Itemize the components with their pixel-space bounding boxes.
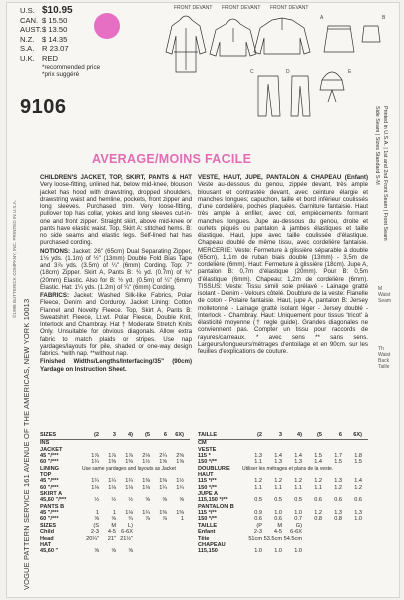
table-row-label: 115 */** (198, 510, 217, 517)
fabrics-heading: FABRICS: (40, 292, 69, 299)
table-size-cell: (2 (94, 432, 99, 438)
english-description (40, 174, 192, 374)
prix-suggere-note: *prix suggéré (42, 70, 80, 78)
table-row-label: INS (40, 440, 50, 447)
table-cell: 6-6X (121, 529, 133, 536)
table-cell: 1¼ (108, 478, 116, 485)
table-size-cell: (5 (145, 432, 150, 438)
table-cell: 2⅛ (142, 453, 150, 460)
french-title: VESTE, HAUT, JUPE, PANTALON & CHAPEAU (Enfant) (198, 174, 368, 181)
table-size-cell: 6 (338, 432, 342, 438)
pants-small-drawing (291, 76, 310, 116)
notions-heading: NOTIONS: (40, 247, 71, 255)
table-row-label: HAUT (198, 472, 214, 479)
table-cell: 1.1 (254, 459, 262, 466)
table-row-label: 60 "/*** (40, 516, 59, 523)
table-cell: 1⅝ (176, 459, 184, 466)
recommended-price-note: *recommended price (42, 63, 101, 71)
table-cell: 1⅛ (125, 484, 133, 491)
table-cell: 1.2 (314, 478, 322, 485)
table-cell: 1⅛ (91, 484, 99, 491)
table-cell: ⅝ (179, 497, 184, 504)
table-cell: 0.8 (314, 516, 322, 523)
front-label-2: FRONT DEVANT (222, 5, 261, 11)
table-cell: ⅝ (128, 548, 133, 555)
table-row-label: 45 "/*** (40, 510, 59, 517)
french-description (198, 174, 368, 356)
table-cell: 2-3 (90, 529, 99, 536)
table-cell: 1.4 (314, 459, 322, 466)
pink-circle-badge (94, 13, 120, 39)
table-row-label: PANTALON B (198, 503, 234, 510)
front-label-3: FRONT DEVANT (270, 5, 309, 11)
table-row-label: SIZES (40, 522, 57, 529)
table-size-cell: 4) (128, 432, 133, 438)
table-cell: 4-5 (273, 529, 282, 536)
table-cell: (S (93, 522, 99, 529)
table-cell: 1.0 (254, 548, 262, 555)
table-cell: (P (256, 522, 262, 529)
right-strip-text-2: Side Seam | Sizes Standard S-M (374, 106, 380, 185)
table-cell: 0.5 (274, 497, 282, 504)
english-title: CHILDREN'S JACKET, TOP, SKIRT, PANTS & HAT (40, 174, 192, 181)
table-row-label: 115,150 (198, 548, 218, 555)
table-cell: 1.5 (314, 453, 322, 460)
table-cell: ⅝ (111, 516, 116, 523)
right-tick-labels: M Waist Seam (378, 286, 392, 304)
hat-drawing (322, 72, 342, 80)
table-cell: 1⅜ (125, 459, 133, 466)
garment-sketches-svg (152, 6, 398, 126)
table-cell: ½ (111, 497, 116, 504)
table-cell: 4-5 (107, 529, 116, 536)
table-cell: 1.4 (294, 453, 302, 460)
table-cell: 1⅛ (125, 510, 133, 517)
table-cell: 1.0 (354, 516, 362, 523)
table-row-label: 150 */** (198, 484, 217, 491)
table-cell: G) (295, 522, 302, 529)
table-cell: 2⅜ (176, 453, 184, 460)
table-cell: 1.0 (274, 510, 282, 517)
table-cell: 1.5 (334, 459, 342, 466)
right-strip-text-1: Printed in U.S.A. | 1st and 2nd Front Seam | Front Seam (382, 106, 388, 241)
table-size-cell: 6 (163, 432, 167, 438)
table-row-label: 45 "/*** (40, 478, 59, 485)
table-size-cell: (5 (317, 432, 322, 438)
table-row-label: HAT (40, 541, 52, 548)
table-row-label: JUPE A (198, 491, 218, 498)
table-cell: 0.6 (254, 516, 262, 523)
table-size-header: SIZES (40, 432, 57, 438)
table-cell: ⅝ (162, 497, 167, 504)
table-cell: 1.5 (354, 459, 362, 466)
yardage-table-english (40, 432, 190, 555)
table-size-cell: 4) (297, 432, 302, 438)
table-cell: ¾ (128, 516, 133, 523)
table-cell: 0.9 (254, 510, 262, 517)
table-cell: 1⅞ (108, 453, 116, 460)
table-cell: ⅝ (94, 548, 99, 555)
table-cell: 1.3 (254, 453, 262, 460)
table-row-note: Utiliser les métrages et plans de la veste. (242, 465, 334, 472)
table-cell: 1 (95, 510, 99, 517)
price-nz: N.Z. $ 14.35 (20, 34, 68, 44)
table-cell: 1.1 (274, 484, 282, 491)
table-cell: 1.2 (294, 478, 302, 485)
table-cell: 1¼ (125, 478, 133, 485)
view-label-d: D (286, 69, 290, 75)
table-cell: ⅝ (94, 516, 99, 523)
price-usd: U.S. $10.95 (20, 5, 73, 16)
table-cell: 1.1 (314, 484, 322, 491)
table-cell: 20¼" (86, 535, 99, 542)
table-size-cell: 6X) (353, 432, 362, 438)
table-cell: L) (128, 522, 133, 529)
table-cell: ½ (128, 497, 133, 504)
price-sa: S.A. R 23.07 (20, 44, 69, 54)
skirt-small-drawing (362, 26, 380, 42)
price-uk: U.K. RED (20, 53, 59, 63)
notions-text: Jacket: 26" (65cm) Dual Separating Zipper, 1⅛ yds. (1.1m) of ½" (13mm) Double Fold Bias Tape and 3⅞ yds. (3.5m) of ¼" (6mm) Cording. Top: 7" (18cm) Zipper. Skirt A, Pants B: ¾ yd. (0.7m) of ¾" (20mm) Elastic. Also for B: ½ yd. (0.5m) of ¼" (6mm) Elastic. Hat: 1¼ yds. (1.2m) of ¼" (6mm) Cording. (40, 247, 192, 291)
table-row-label: CHAPEAU (198, 541, 226, 548)
view-label-c: C (250, 69, 254, 75)
table-row-label: JACKET (40, 446, 63, 453)
table-cell: 2¼ (159, 453, 167, 460)
table-size-cell: 3 (278, 432, 282, 438)
table-cell: 1.0 (274, 548, 282, 555)
table-row (198, 548, 368, 554)
table-cell: ⅝ (145, 497, 150, 504)
table-cell: 1.4 (274, 453, 282, 460)
table-row-label: 60 "/*** (40, 459, 59, 466)
table-cell: 1.1 (294, 484, 302, 491)
table-cell: 0.6 (274, 516, 282, 523)
table-row-label: Head (40, 535, 54, 542)
table-row-label: CM (198, 440, 207, 447)
table-cell: 1¼ (91, 478, 99, 485)
table-cell: 6-6X (290, 529, 302, 536)
table-header-row (198, 432, 368, 438)
table-cell: 1⅛ (108, 484, 116, 491)
table-cell: 1¼ (176, 484, 184, 491)
table-cell: 0.5 (294, 497, 302, 504)
pattern-number: 9106 (20, 96, 67, 118)
table-cell: 1.2 (354, 484, 362, 491)
view-label-b: B (382, 15, 386, 21)
table-row-label: Child (40, 529, 54, 536)
table-cell: 0.7 (294, 516, 302, 523)
table-size-cell: 6X) (175, 432, 184, 438)
table-row-label: TOP (40, 472, 52, 479)
table-row-label: LINING (40, 465, 59, 472)
table-row-label: TAILLE (198, 522, 218, 529)
table-row-label: DOUBLURE (198, 465, 230, 472)
table-cell: 1½ (142, 459, 150, 466)
table-cell: ⅞ (145, 516, 150, 523)
table-row-label: SKIRT A (40, 491, 63, 498)
copyright-text: ©1998 BUTTERICK COMPANY, INC. PRINTED IN U.S.A. (12, 199, 17, 318)
table-cell: 1.2 (274, 478, 282, 485)
fabrics-text: Jacket: Washed Silk-like Fabrics, Polar Fleece, Denim and Corduroy. Jacket Lining: Cotton Flannel and Novelty Fleece. Top, Skirt A, Pants B: Sweatshirt Fleece, Lt.wt. Polar Fleece, Double Knit, Interlock and Chambray. Hat † Moderate Stretch Knits Only. Unsuitable for obvious diagonals. Allow extra fabric to match plaids or stripes. Use nap yardages/layouts for pile, shaded or one-way design fabrics. *with nap. **without nap. (40, 292, 192, 357)
table-cell: 1⅜ (108, 459, 116, 466)
table-cell: 21" (107, 535, 116, 542)
table-cell: 1.4 (354, 478, 362, 485)
table-cell: 1.3 (354, 510, 362, 517)
table-cell: 1.3 (334, 510, 342, 517)
difficulty-heading: AVERAGE/MOINS FACILE (92, 152, 252, 166)
table-row-label: 115 * (198, 453, 211, 460)
table-row-label: 150 */** (198, 516, 217, 523)
table-cell: 1⅛ (142, 484, 150, 491)
french-body: Veste au-dessous du genou, zippée devant, très ample blousant et contrastée devant, avec ceinture élargie et manches longues; capuchon, taille et bord inférieur coulissés d'une cordelière, poches plaquées. Garniture fantaisie. Haut très ample à enfiler, avec col, empiècements formant manches longues. Jupe au-dessous du genou, droite et ourlets piqués ou pantalon à jambes élastiques et taille élastique. Haut, jupe avec taille coulissée d'élastique. Chapeau doublé de même tissu, avec cordelière fantaisie. MERCERIE: Veste: Fermeture à glissière séparable à double (65cm), 1,1m de ruban biais double (13mm) - 3,5m de cordelière (6mm). Haut: Fermeture à glissière (18cm). Jupe A, pantalon B: 0,7m d'élastique (20mm). Pour B: 0,5m d'élastique (6mm). Chapeau: 1,2m de cordelière (6mm). TISSUS: Veste: Tissu simili soie prélavé - Lainage gratté isolant - Denim - Velours côtelé. Doublure de la veste: Flanelle de coton - Polaire fantaisie. Haut, jupe A, pantalon B: Jersey molletonné - Lainage gratté isolant léger - Jersey doublé - Interlock - Chambray. Haut: Uniquement pour tissus 'tricot' à élasticité moyenne († regle guide). Grandes diagonales ne conviennent pas. Compter un tissu pour raccords de rayures/carreaux. * avec sens ** sans sens. Largeurs/longueurs/métrages d'entoilage et en 90cm. sur les feuilles d'explications de couture. (198, 181, 368, 355)
table-cell: 1½ (176, 478, 184, 485)
table-cell: 0.5 (254, 497, 262, 504)
table-cell: 1⅞ (125, 453, 133, 460)
table-size-cell: 3 (112, 432, 116, 438)
table-cell: 1⅜ (159, 510, 167, 517)
table-row-label: 150 */** (198, 459, 217, 466)
table-cell: 1⅜ (176, 510, 184, 517)
table-cell: ⅞ (162, 516, 167, 523)
table-cell: 1⅜ (142, 478, 150, 485)
table-row-note: Use same yardages and layouts as Jacket (82, 465, 176, 472)
right-strip (372, 100, 396, 340)
table-cell: 54.5cm (283, 535, 302, 542)
table-row-label: VESTE (198, 446, 217, 453)
table-row (40, 548, 190, 554)
table-size-cell: (2 (257, 432, 262, 438)
table-cell: 1 (180, 516, 184, 523)
table-cell: 1⅞ (91, 453, 99, 460)
table-cell: 1.1 (254, 484, 262, 491)
yardage-table-french (198, 432, 368, 555)
front-label-1: FRONT DEVANT (174, 5, 213, 11)
company-address: VOGUE PATTERN SERVICE 161 AVENUE OF THE AMERICAS, NEW YORK 10013 (22, 298, 31, 590)
table-cell: M (111, 522, 116, 529)
table-cell: 0.6 (354, 497, 362, 504)
table-cell: 1⅝ (159, 459, 167, 466)
table-cell: M (277, 522, 282, 529)
table-size-header: TAILLE (198, 432, 218, 438)
table-cell: 1 (112, 510, 116, 517)
table-cell: 1.3 (294, 459, 302, 466)
garment-line-drawings (152, 6, 398, 126)
table-cell: 1.3 (334, 478, 342, 485)
table-cell: 2-3 (253, 529, 262, 536)
table-cell: 1.0 (294, 548, 302, 555)
table-row-label: Tête (198, 535, 210, 542)
table-cell: 1.2 (254, 478, 262, 485)
table-row-label: 45 "/*** (40, 453, 59, 460)
table-row-label: 45,60 " (40, 548, 59, 555)
table-cell: 1⅜ (159, 478, 167, 485)
pants-drawing (258, 76, 280, 116)
table-cell: 1.0 (294, 510, 302, 517)
table-cell: ½ (94, 497, 99, 504)
table-cell: 0.6 (314, 497, 322, 504)
table-cell: 53.5cm (263, 535, 282, 542)
table-cell: 1¼ (159, 484, 167, 491)
table-cell: ⅝ (111, 548, 116, 555)
price-can: CAN. $ 15.50 (20, 15, 68, 25)
skirt-drawing (324, 26, 354, 52)
table-cell: 1¼ (142, 510, 150, 517)
table-row-label: Enfant (198, 529, 216, 536)
table-row-label: 60 "/*** (40, 484, 59, 491)
table-cell: 1.7 (334, 453, 342, 460)
finished-note: Finished Widths/Lengths/Interfacing/35" (90cm) Yardage on Instruction Sheet. (40, 358, 192, 373)
english-body: Very loose-fitting, unlined hat, below mid-knee, blouson jacket has hood with drawstring, dropped shoulders, drawstring waist and hemline, pockets, front zipper and long sleeves. Purchased trim. Very loose-fitting, pullover top has collar, yokes and long sleeves cut-in-one and front zipper. Straight skirt, above mid-knee or pants have elastic waist. Top, Skirt A: stitched hems. B: no side seams and elastic legs. Self-lined hat has purchased cording. (40, 181, 192, 247)
table-cell: 1.3 (274, 459, 282, 466)
view-label-a: A (320, 15, 324, 21)
table-cell: 0.8 (334, 516, 342, 523)
price-aust: AUST. $ 13.50 (20, 25, 68, 35)
table-cell: 0.6 (334, 497, 342, 504)
table-row-label: 115 */** (198, 478, 217, 485)
table-cell: 1.2 (334, 484, 342, 491)
table-cell: 1¼ (91, 459, 99, 466)
table-cell: 1.8 (354, 453, 362, 460)
table-row-label: PANTS B (40, 503, 65, 510)
right-arrow-labels: Th Waist Back Taille (378, 346, 391, 370)
table-row-label: 115,150 */** (198, 497, 228, 504)
table-cell: 21½" (120, 535, 133, 542)
left-strip (8, 80, 34, 600)
table-header-row (40, 432, 190, 438)
table-row-label: 45,60 "/*** (40, 497, 67, 504)
view-label-e: E (348, 69, 352, 75)
table-cell: 1.2 (314, 510, 322, 517)
table-cell: 51cm (248, 535, 262, 542)
